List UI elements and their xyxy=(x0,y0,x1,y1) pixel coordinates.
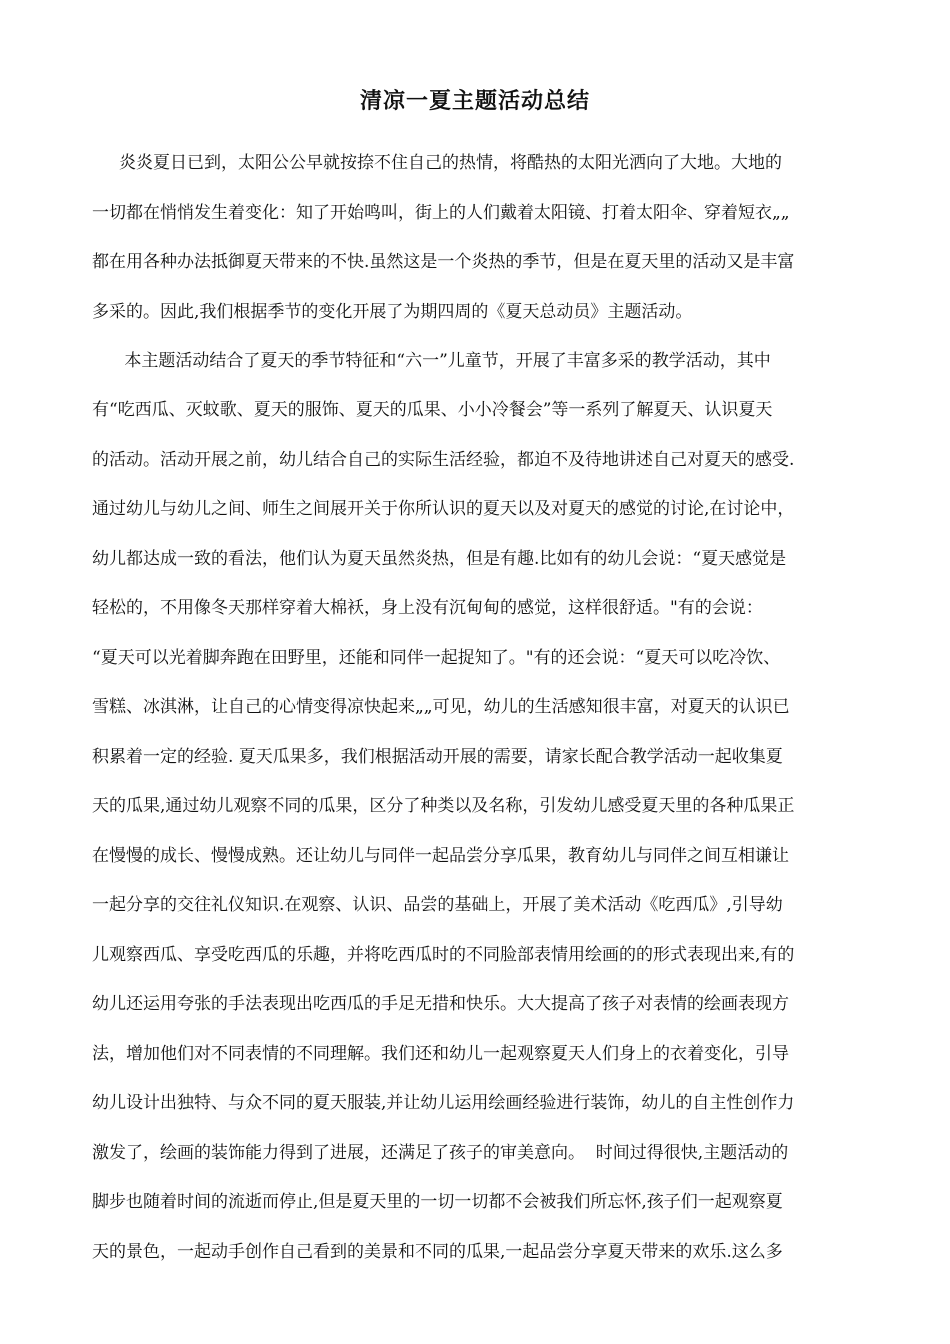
paragraph-2-line-15: 法，增加他们对不同表情的不同理解。我们还和幼儿一起观察夏天人们身上的衣着变化，引导 xyxy=(92,1044,789,1064)
paragraph-2-line-11: 在慢慢的成长、慢慢成熟。还让幼儿与同伴一起品尝分享瓜果，教育幼儿与同伴之间互相谦让 xyxy=(92,846,789,866)
paragraph-2-line-16: 幼儿设计出独特、与众不同的夏天服装,并让幼儿运用绘画经验进行装饰，幼儿的自主性创作力 xyxy=(92,1093,795,1113)
paragraph-2-line-17: 激发了，绘画的装饰能力得到了进展，还满足了孩子的审美意向。 时间过得很快,主题活动的 xyxy=(92,1143,789,1163)
paragraph-2-line-7: “夏天可以光着脚奔跑在田野里，还能和同伴一起捉知了。"有的还会说：“夏天可以吃冷饮、 xyxy=(92,648,781,668)
paragraph-1-line-4: 多采的。因此,我们根据季节的变化开展了为期四周的《夏天总动员》主题活动。 xyxy=(92,302,693,322)
paragraph-2-line-10: 天的瓜果,通过幼儿观察不同的瓜果，区分了种类以及名称，引发幼儿感受夏天里的各种瓜果正 xyxy=(92,796,795,816)
paragraph-2-line-12: 一起分享的交往礼仪知识.在观察、认识、品尝的基础上，开展了美术活动《吃西瓜》,引导幼 xyxy=(92,895,783,915)
paragraph-2-line-2: 有“吃西瓜、灭蚊歌、夏天的服饰、夏天的瓜果、小小冷餐会”等一系列了解夏天、认识夏天 xyxy=(92,400,773,420)
paragraph-1-line-3: 都在用各种办法抵御夏天带来的不快.虽然这是一个炎热的季节，但是在夏天里的活动又是丰富 xyxy=(92,252,795,272)
paragraph-2-line-5: 幼儿都达成一致的看法，他们认为夏天虽然炎热，但是有趣.比如有的幼儿会说：“夏天感觉是 xyxy=(92,549,787,569)
paragraph-2-line-4: 通过幼儿与幼儿之间、师生之间展开关于你所认识的夏天以及对夏天的感觉的讨论,在讨论中， xyxy=(92,499,795,519)
paragraph-2-line-19: 天的景色，一起动手创作自己看到的美景和不同的瓜果,一起品尝分享夏天带来的欢乐.这么多 xyxy=(92,1242,783,1262)
paragraph-2-line-13: 儿观察西瓜、享受吃西瓜的乐趣，并将吃西瓜时的不同脸部表情用绘画的的形式表现出来,有的 xyxy=(92,945,795,965)
paragraph-2-line-3: 的活动。活动开展之前，幼儿结合自己的实际生活经验，都迫不及待地讲述自己对夏天的感受. xyxy=(92,450,795,470)
paragraph-2-line-1: 本主题活动结合了夏天的季节特征和“六一”儿童节，开展了丰富多采的教学活动，其中 xyxy=(92,351,771,371)
document-title: 清凉一夏主题活动总结 xyxy=(359,88,590,114)
paragraph-2-line-18: 脚步也随着时间的流逝而停止,但是夏天里的一切一切都不会被我们所忘怀,孩子们一起观察夏 xyxy=(92,1192,783,1212)
paragraph-2-line-8: 雪糕、冰淇淋，让自己的心情变得凉快起来„„可见，幼儿的生活感知很丰富，对夏天的认识已 xyxy=(92,697,790,717)
paragraph-2-line-9: 积累着一定的经验. 夏天瓜果多，我们根据活动开展的需要，请家长配合教学活动一起收集夏 xyxy=(92,747,783,767)
paragraph-1-line-2: 一切都在悄悄发生着变化：知了开始鸣叫，街上的人们戴着太阳镜、打着太阳伞、穿着短衣„„ xyxy=(92,203,790,223)
paragraph-1-line-1: 炎炎夏日已到，太阳公公早就按捺不住自己的热情，将酷热的太阳光洒向了大地。大地的 xyxy=(92,153,783,173)
paragraph-2-line-6: 轻松的，不用像冬天那样穿着大棉袄，身上没有沉甸甸的感觉，这样很舒适。"有的会说： xyxy=(92,598,763,618)
paragraph-2-line-14: 幼儿还运用夸张的手法表现出吃西瓜的手足无措和快乐。大大提高了孩子对表情的绘画表现方 xyxy=(92,994,789,1014)
